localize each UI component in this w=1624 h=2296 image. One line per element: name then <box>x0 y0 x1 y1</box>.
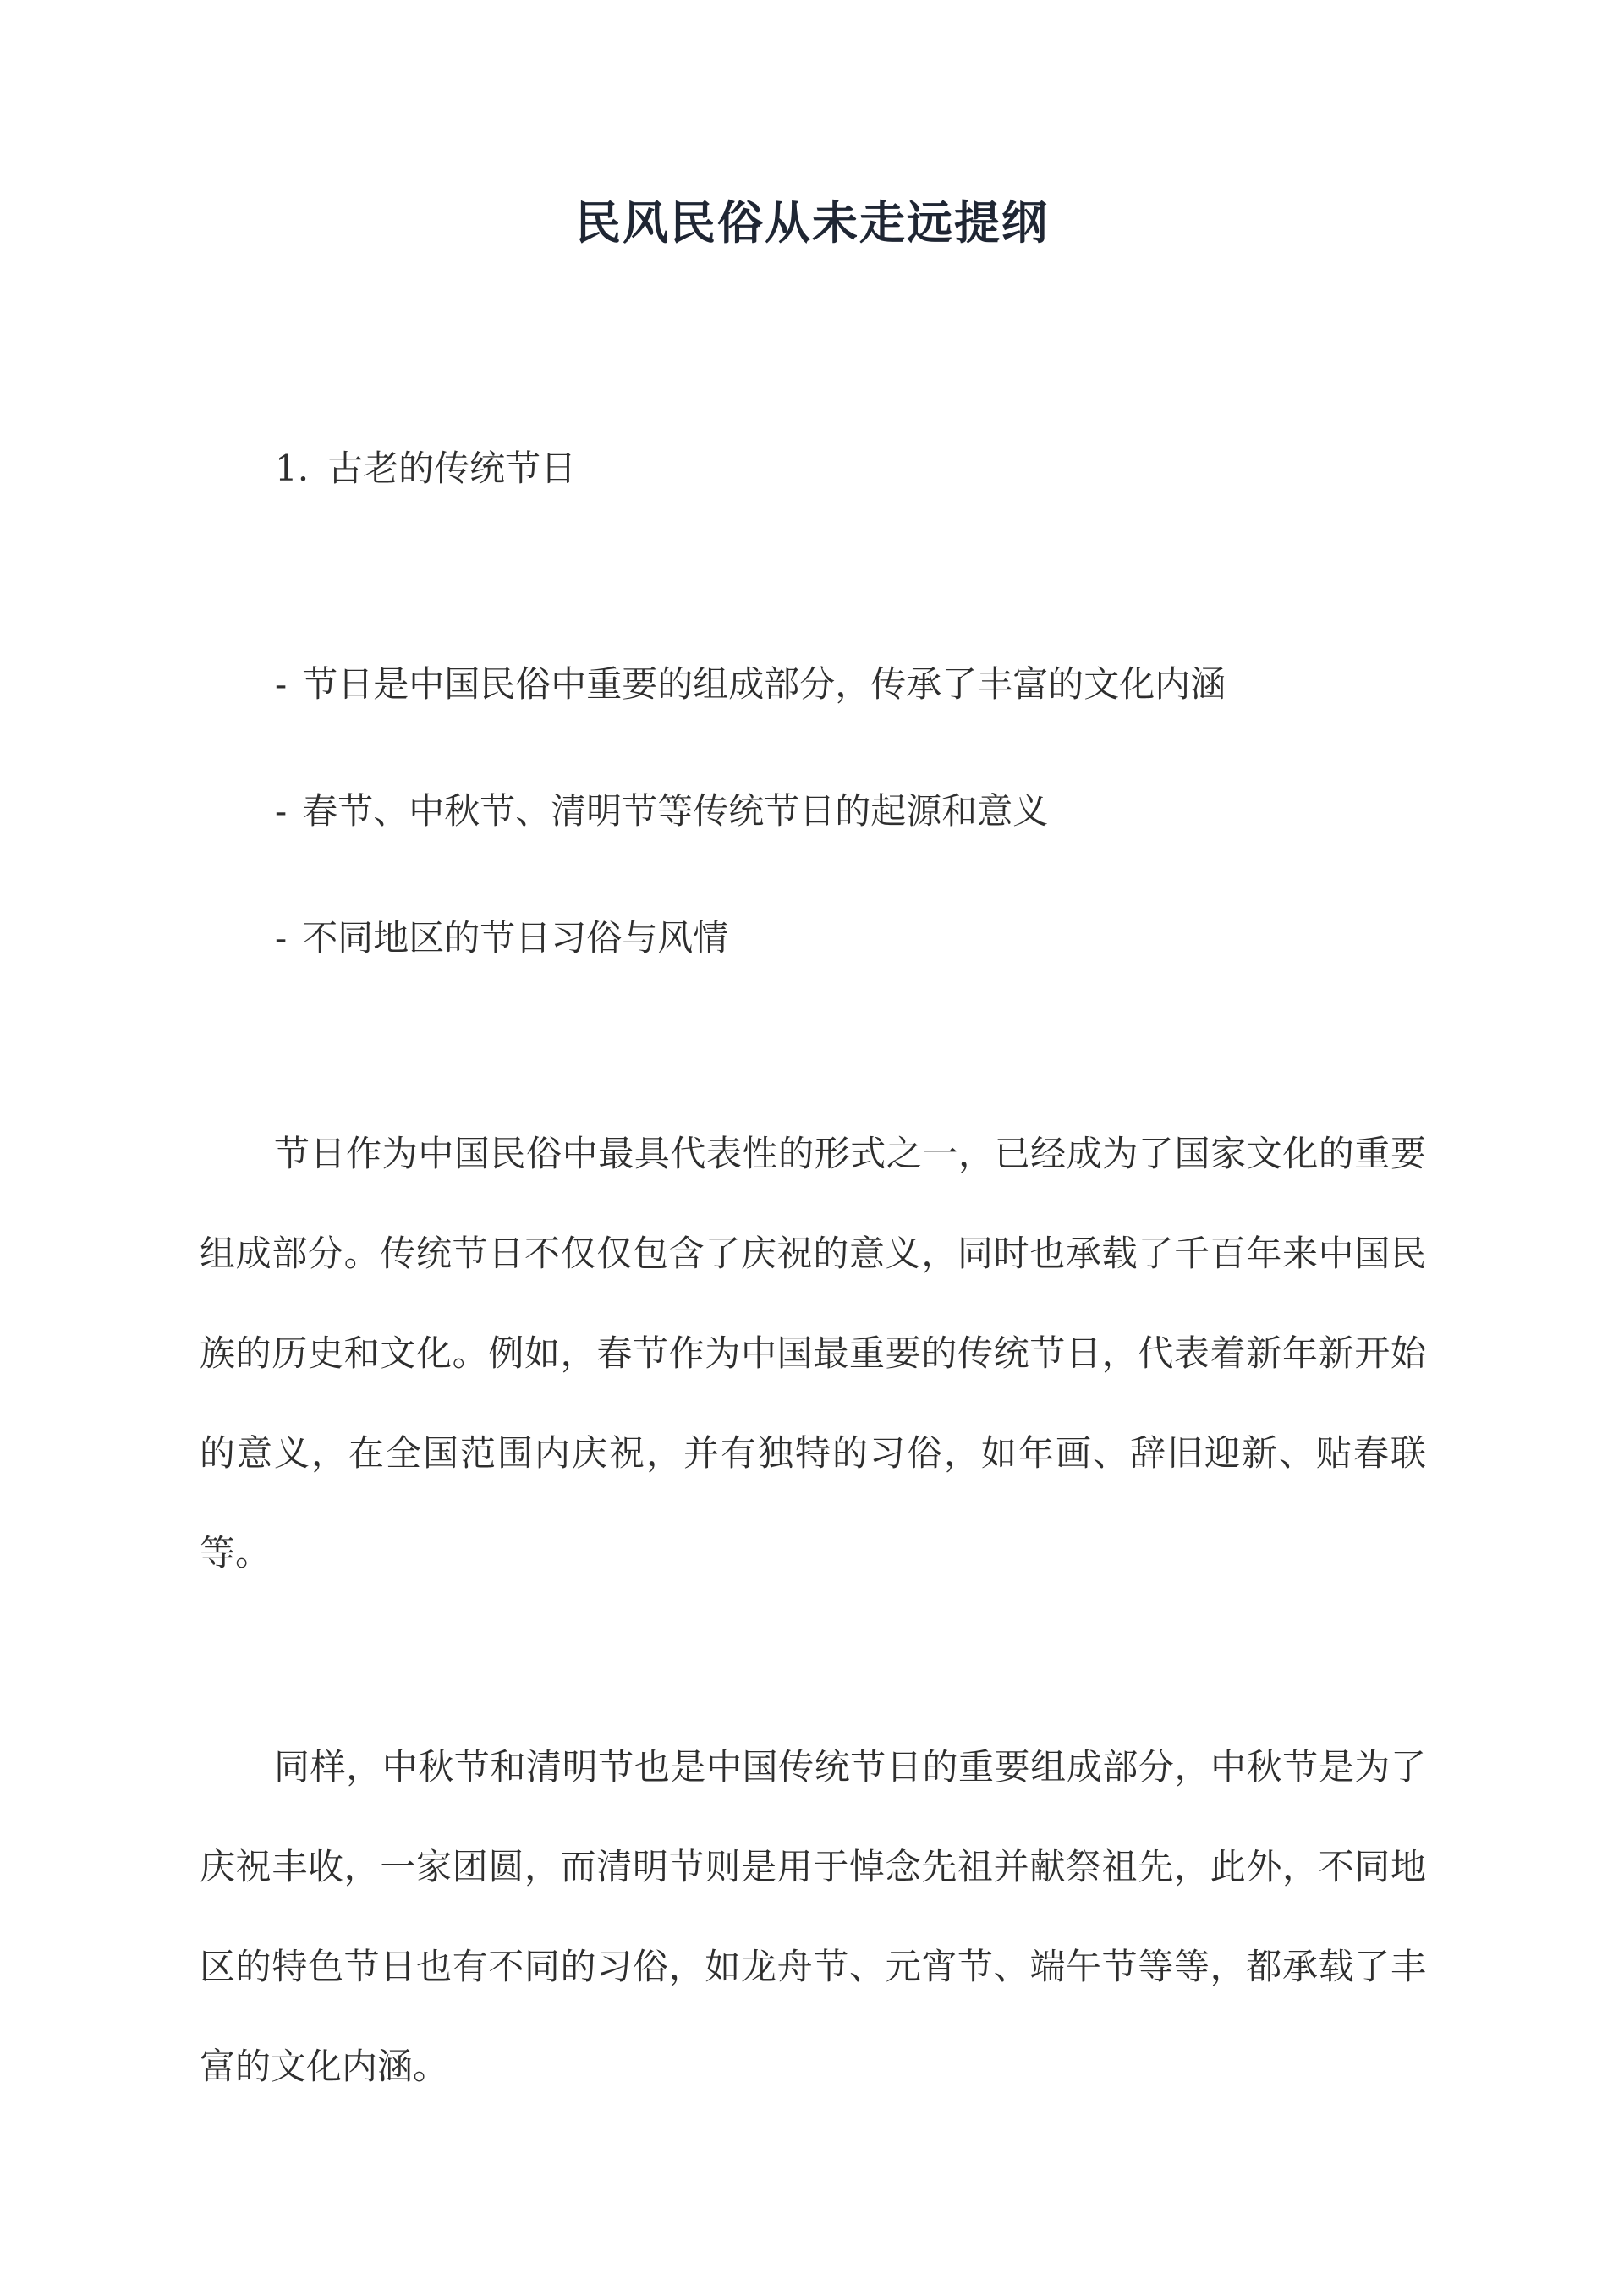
bullet-item <box>275 911 728 965</box>
bullet-item <box>275 657 1226 711</box>
bullet-marker: - <box>275 917 288 958</box>
section-heading <box>275 442 576 496</box>
bullet-marker: - <box>275 790 288 832</box>
body-paragraph: 同样，中秋节和清明节也是中国传统节日的重要组成部分，中秋节是为了庆祝丰收，一家团圆，而清明节则是用于悼念先祖并献祭祖先，此外，不同地区的特色节日也有不同的习俗，如龙舟节、元宵节、端午节等等，都承载了丰富的文化内涵。 <box>200 1746 1426 2087</box>
bullet-text: 不同地区的节日习俗与风情 <box>302 917 729 958</box>
bullet-text: 节日是中国民俗中重要的组成部分，传承了丰富的文化内涵 <box>302 663 1226 705</box>
document-title: 民风民俗从未走远提纲 <box>575 195 1049 250</box>
bullet-marker: - <box>275 663 288 705</box>
body-paragraph: 节日作为中国民俗中最具代表性的形式之一，已经成为了国家文化的重要组成部分。传统节日不仅仅包含了庆祝的意义，同时也承载了千百年来中国民族的历史和文化。例如，春节作为中国最重要的传统节日，代表着新年新开始的意义，在全国范围内庆祝，并有独特的习俗，如年画、辞旧迎新、贴春联等。 <box>200 1133 1426 1574</box>
bullet-item <box>275 784 1048 838</box>
section-number: 1. <box>275 448 310 489</box>
section-heading-text: 古老的传统节日 <box>327 448 577 489</box>
bullet-text: 春节、中秋节、清明节等传统节日的起源和意义 <box>302 790 1049 832</box>
